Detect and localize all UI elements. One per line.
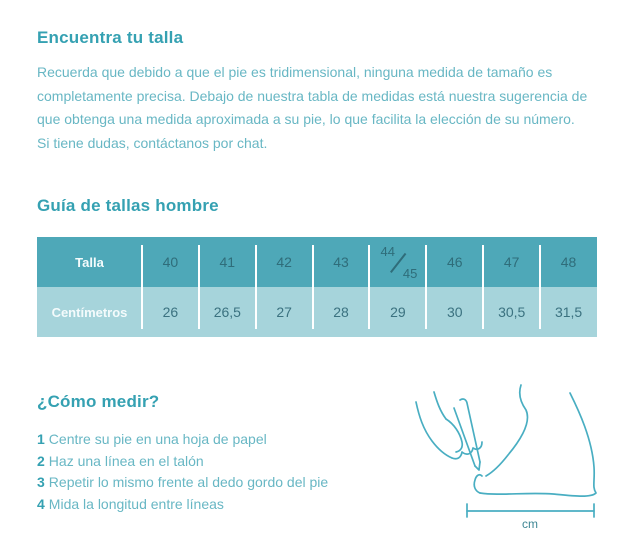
step-number: 2 <box>37 452 45 469</box>
men-size-table <box>37 237 597 337</box>
cm-value: 30 <box>447 304 463 320</box>
step-number: 4 <box>37 495 45 512</box>
men-size-guide-heading: Guía de tallas hombre <box>37 196 219 215</box>
size-value: 43 <box>333 254 349 270</box>
cm-value: 26 <box>162 304 179 320</box>
column-divider <box>425 245 427 329</box>
cm-value: 28 <box>333 304 349 320</box>
step-number: 3 <box>37 474 45 490</box>
intro-paragraph <box>37 61 612 155</box>
cm-value: 26,5 <box>213 304 241 320</box>
column-divider <box>482 245 484 329</box>
size-value: 46 <box>447 254 463 270</box>
size-value: 40 <box>162 254 179 270</box>
column-divider <box>539 245 541 329</box>
measure-step-4 <box>37 494 328 516</box>
step-text: Repetir lo mismo frente al dedo gordo del pie <box>48 474 329 490</box>
size-value: 48 <box>560 254 577 270</box>
size-value: 41 <box>219 254 236 270</box>
step-text: Centre su pie en una hoja de papel <box>48 431 267 447</box>
intro-line: que obtenga una medida aproximada a su pie, lo que facilita la elección de su número. <box>37 111 575 127</box>
measure-line <box>467 504 594 517</box>
column-divider <box>255 245 257 329</box>
cm-value: 31,5 <box>554 304 583 320</box>
intro-line: Recuerda que debido a que el pie es tridimensional, ninguna medida de tamaño es <box>37 64 553 80</box>
size-value-44-45 <box>370 237 427 287</box>
size-value: 47 <box>503 254 520 270</box>
foot-measurement-illustration <box>404 381 626 533</box>
intro-line: completamente precisa. Debajo de nuestra tabla de medidas está nuestra sugerencia de <box>37 87 588 104</box>
hand-with-pencil-icon <box>416 392 482 470</box>
how-to-measure-heading: ¿Cómo medir? <box>37 392 160 411</box>
size-table-header-row <box>37 237 597 287</box>
column-divider <box>312 245 314 329</box>
measure-step-2 <box>37 451 328 473</box>
column-divider <box>198 245 200 329</box>
centimetros-row-label: Centímetros <box>51 304 128 320</box>
size-value-top: 44 <box>380 244 395 259</box>
step-text: Haz una línea en el talón <box>48 452 204 469</box>
column-divider <box>368 245 370 329</box>
cm-value: 30,5 <box>498 304 526 320</box>
size-value: 42 <box>276 254 292 270</box>
step-text: Mida la longitud entre líneas <box>48 495 224 512</box>
talla-row-label: Talla <box>75 254 104 270</box>
foot-outline-icon <box>474 385 596 496</box>
size-table-cm-row <box>37 287 597 337</box>
measure-step-3 <box>37 472 328 494</box>
cm-value: 29 <box>390 304 406 320</box>
size-value-bottom: 45 <box>402 266 418 281</box>
measure-step-1 <box>37 429 328 451</box>
find-your-size-heading: Encuentra tu talla <box>37 28 184 47</box>
intro-line: Si tiene dudas, contáctanos por chat. <box>37 134 268 151</box>
column-divider <box>141 245 143 329</box>
step-number: 1 <box>37 431 45 447</box>
measure-steps-list <box>37 429 328 515</box>
cm-unit-label: cm <box>522 517 538 531</box>
cm-value: 27 <box>276 304 292 320</box>
